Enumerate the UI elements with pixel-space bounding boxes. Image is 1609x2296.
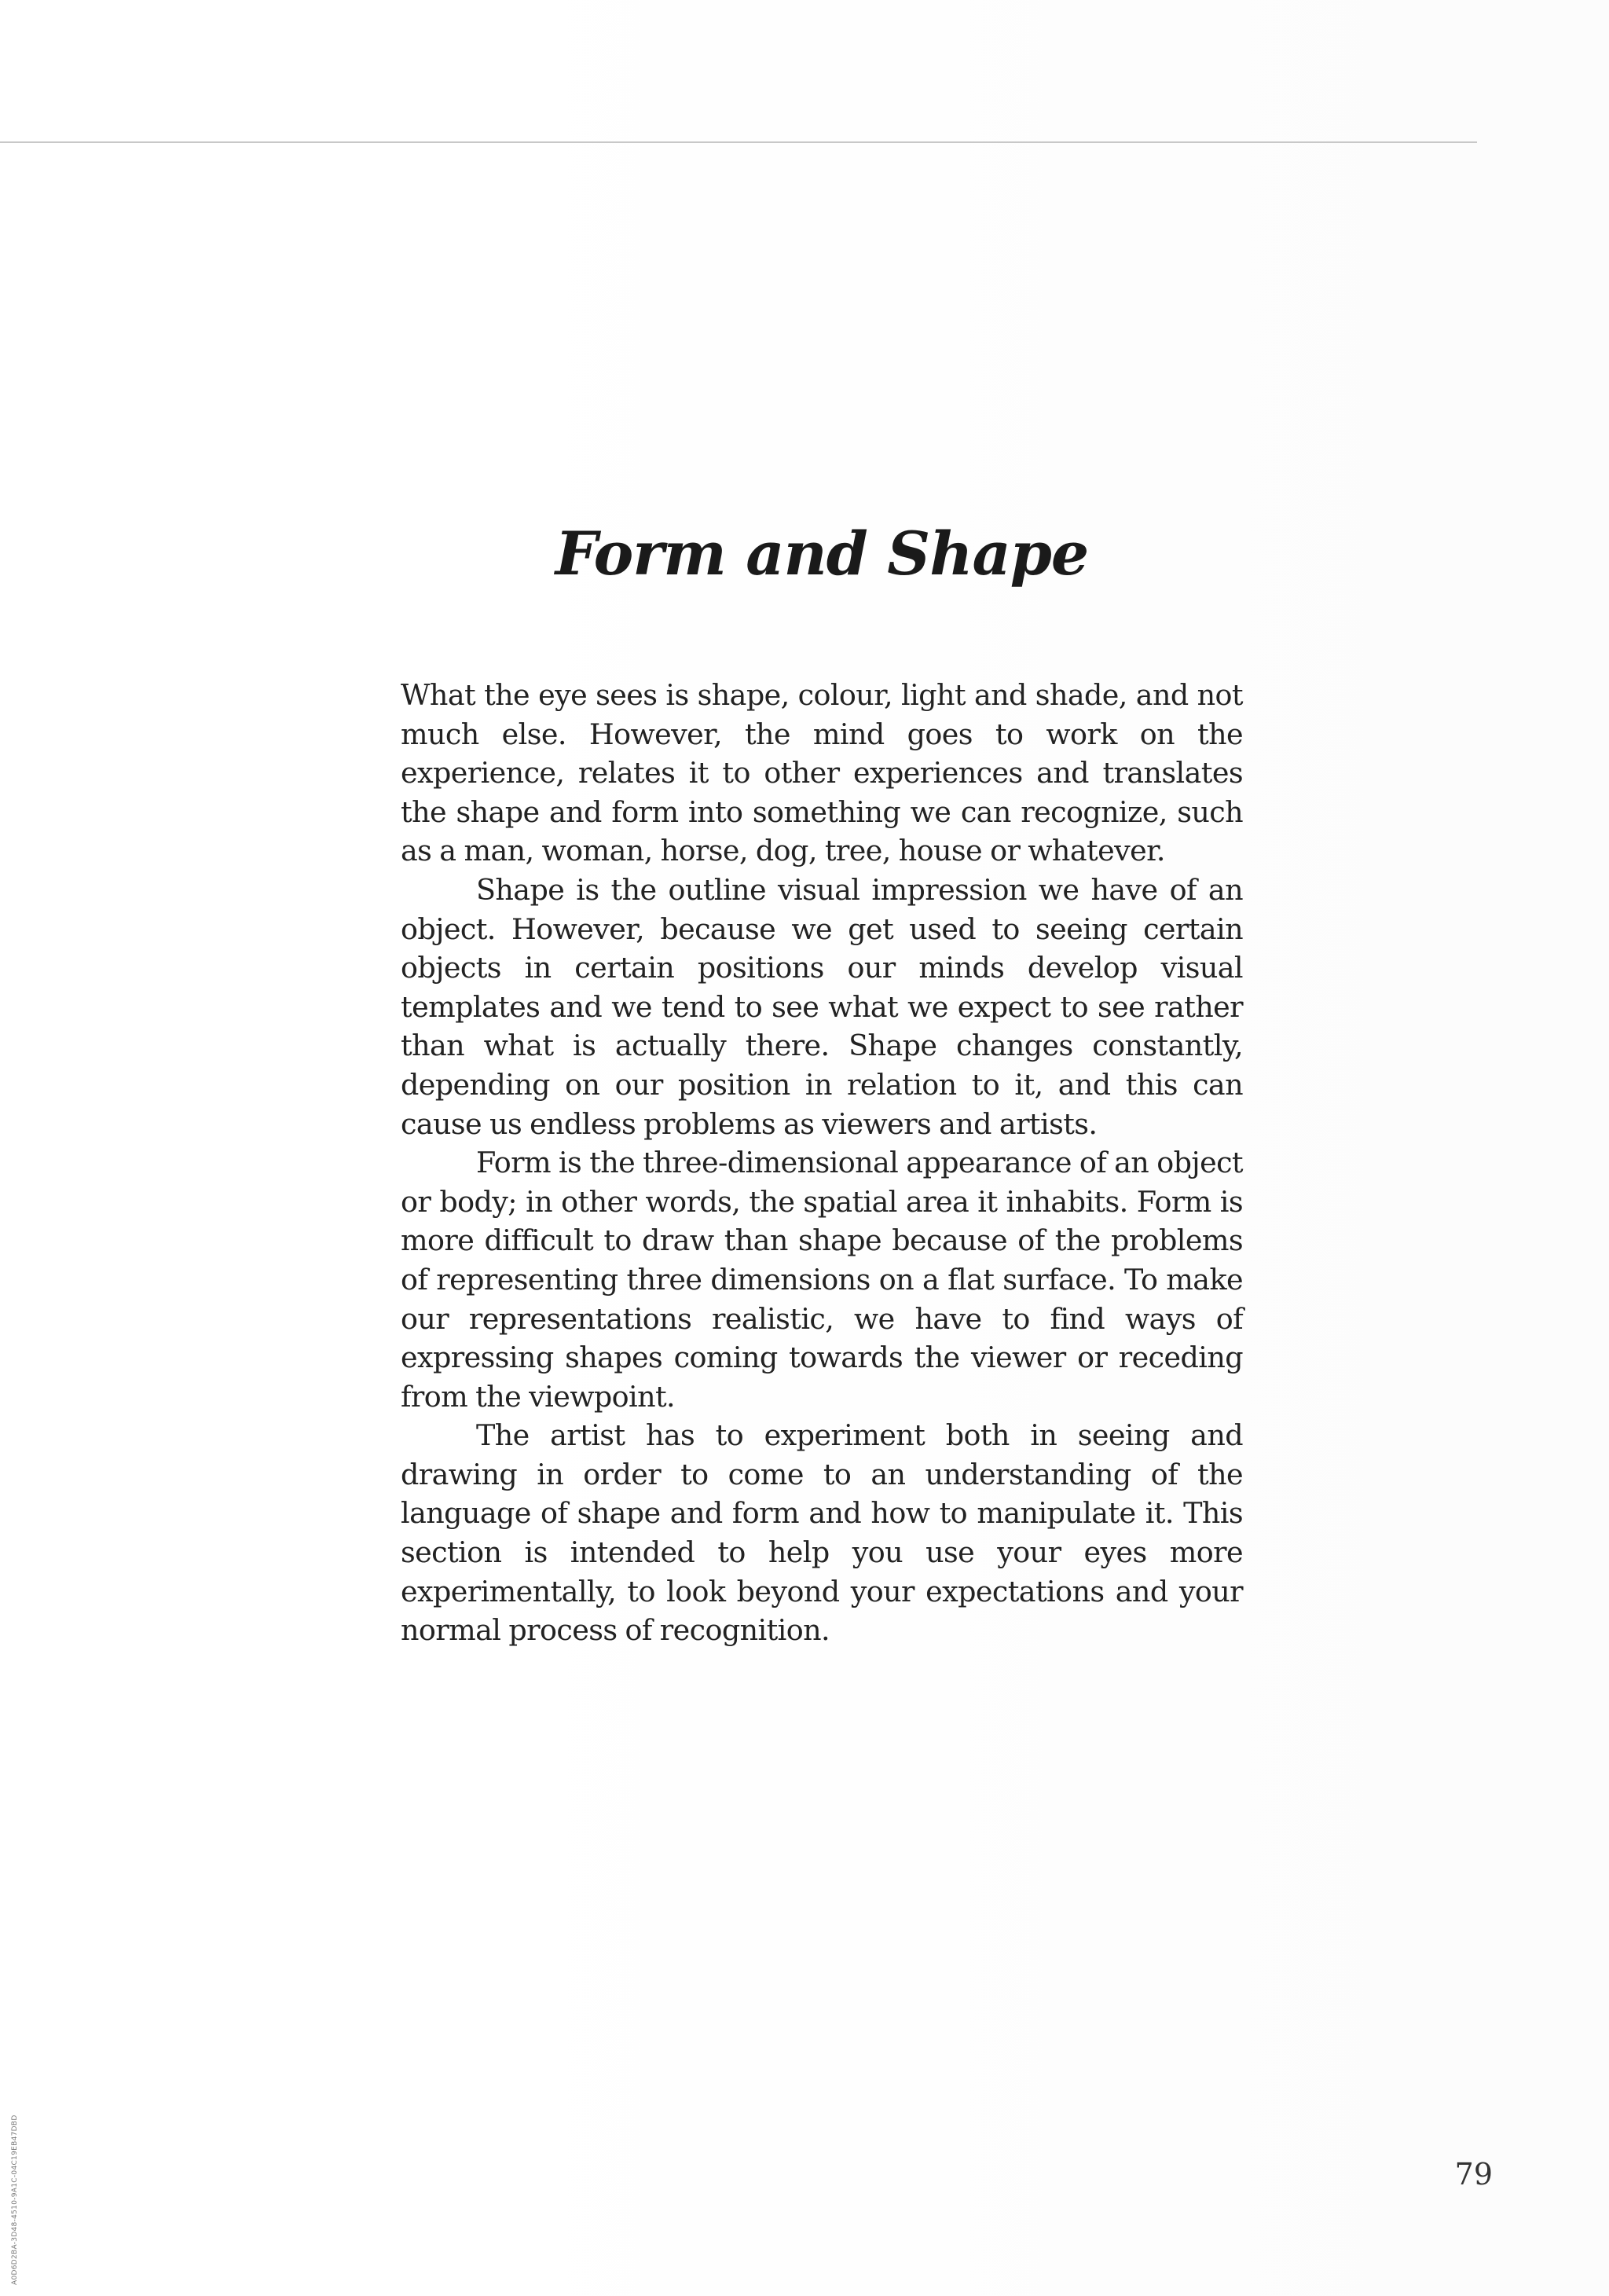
- body-text: [401, 676, 1243, 1650]
- paragraph-1: What the eye sees is shape, colour, light and shade, and not much else. However, the mind goes to work on the experience, relates it to other experiences and translates the shape and form into something we can recognize, such as a man, woman, horse, dog, tree, house or whatever.: [401, 678, 1243, 868]
- page-number: 79: [1454, 2157, 1493, 2191]
- header-rule: [0, 141, 1477, 143]
- paragraph-2: Shape is the outline visual impression we have of an object. However, because we get used to seeing certain objects in certain positions our minds develop visual templates and we tend to see what we expect to see rather than what is actually there. Shape changes constantly, depending on our position in relation to it, and this can cause us endless problems as viewers and artists.: [401, 872, 1243, 1141]
- side-code: A0D6D2BA-3D48-4510-9A1C-04C19EB47DBD: [11, 2114, 19, 2285]
- paragraph-4: The artist has to experiment both in seeing and drawing in order to come to an understanding of the language of shape and form and how to manipulate it. This section is intended to help you use your eyes more experimentally, to look beyond your expectations and your normal process of recognition.: [401, 1418, 1243, 1648]
- paragraph-3: Form is the three-dimensional appearance of an object or body; in other words, the spatial area it inhabits. Form is more difficult to draw than shape because of the problems of representing three dimensions on a flat surface. To make our representations realistic, we have to find ways of expressing shapes coming towards the viewer or receding from the viewpoint.: [401, 1146, 1243, 1414]
- chapter-title: Form and Shape: [555, 519, 1089, 589]
